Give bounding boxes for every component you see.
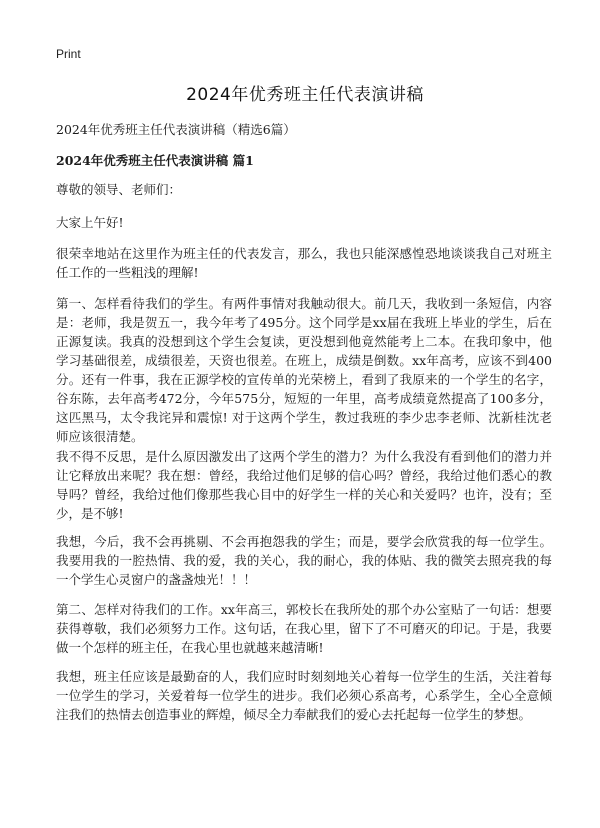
- paragraph: 第一、怎样看待我们的学生。有两件事情对我触动很大。前几天，我收到一条短信，内容是：老师，我是贺五一，我今年考了495分。这个同学是xx届在我班上毕业的学生，后在正源复读。我真的没想到这个学生会复读，更没想到他竟然能考上二本。在我印象中，他学习基础很差，成绩很差，天资也很差。在班上，成绩是倒数。xx年高考，应该不到400分。还有一件事，我在正源学校的宣传单的光荣榜上，看到了我原来的一个学生的名字，谷东陈，去年高考472分，今年575分，短短的一年里，高考成绩竟然提高了100多分，这匹黑马，太令我诧异和震惊! 对于这两个学生，教过我班的李少忠李老师、沈新桂沈老师应该很清楚。: [56, 296, 552, 444]
- paragraph-greeting: 大家上午好!: [56, 215, 124, 230]
- paragraph: 第二、怎样对待我们的工作。xx年高三，郭校长在我所处的那个办公室贴了一句话：想要获得尊敬，我们必须努力工作。这句话，在我心里，留下了不可磨灭的印记。于是，我要做一个怎样的班主任，在我心里也就越来越清晰!: [56, 602, 552, 655]
- paragraph-salutation: 尊敬的领导、老师们：: [56, 182, 182, 197]
- paragraph: 我想，班主任应该是最勤奋的人，我们应时时刻刻地关心着每一位学生的生活，关注着每一位学生的学习，关爱着每一位学生的进步。我们必须心系高考，心系学生，全心全意倾注我们的热情去创造事业的辉煌，倾尽全力奉献我们的爱心去托起每一位学生的梦想。: [56, 669, 552, 722]
- section-heading: 2024年优秀班主任代表演讲稿 篇1: [56, 153, 254, 168]
- paragraph: 我不得不反思，是什么原因激发出了这两个学生的潜力？为什么我没有看到他们的潜力并让它释放出来呢？我在想：曾经，我给过他们足够的信心吗？曾经，我给过他们悉心的教导吗？曾经，我给过他们像那些我心目中的好学生一样的关心和关爱吗？也许，没有；至少，是不够!: [56, 449, 552, 521]
- document-subtitle: 2024年优秀班主任代表演讲稿（精选6篇）: [56, 122, 296, 137]
- document-title: 2024年优秀班主任代表演讲稿: [186, 85, 424, 105]
- paragraph: 很荣幸地站在这里作为班主任的代表发言，那么，我也只能深感惶恐地谈谈我自己对班主任工作的一些粗浅的理解!: [56, 246, 552, 280]
- paragraph: 我想，今后，我不会再挑剔、不会再抱怨我的学生；而是，要学会欣赏我的每一位学生。我要用我的一腔热情、我的爱，我的关心，我的耐心，我的体贴、我的微笑去照亮我的每一个学生心灵窗户的盏盏烛光！！！: [56, 534, 552, 587]
- print-label: Print: [56, 47, 81, 61]
